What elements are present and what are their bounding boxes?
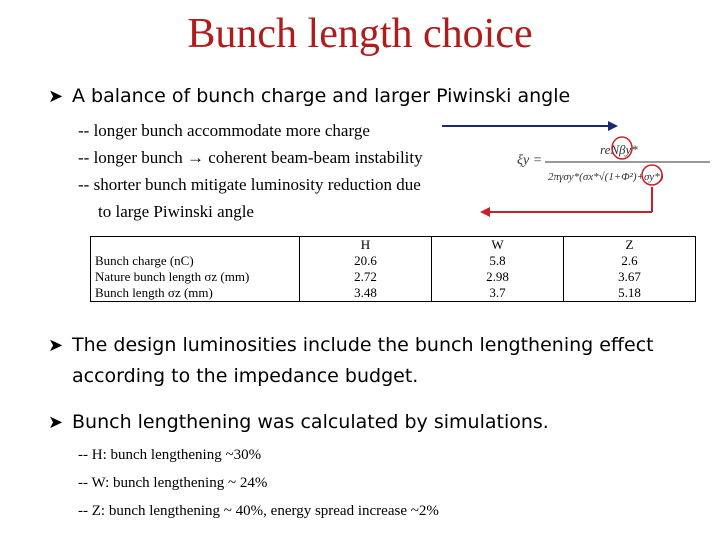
bullet-text-continued: according to the impedance budget. xyxy=(72,365,419,387)
table-cell: 3.67 xyxy=(618,269,641,284)
table-column-z xyxy=(564,237,696,302)
table-cell: 3.7 xyxy=(489,285,506,300)
page-title: Bunch length choice xyxy=(187,11,533,57)
sub-list-bunch-length xyxy=(78,117,423,225)
list-item: -- W: bunch lengthening ~ 24% xyxy=(78,475,268,491)
column-header: Z xyxy=(625,237,634,252)
table-column-w xyxy=(432,237,564,302)
table-column-h xyxy=(300,237,432,302)
list-item: -- Z: bunch lengthening ~ 40%, energy spread increase ~2% xyxy=(78,503,439,519)
formula-lhs: ξy = xyxy=(517,153,543,168)
bullet-design-luminosities xyxy=(48,330,654,391)
table-label-column xyxy=(91,237,300,302)
row-label: Bunch length σz (mm) xyxy=(95,285,213,300)
table-cell: 3.48 xyxy=(354,285,377,300)
list-item: to large Piwinski angle xyxy=(98,202,254,221)
bunch-parameter-table xyxy=(90,236,696,302)
column-header: H xyxy=(360,237,371,252)
list-item: -- longer bunch accommodate more charge xyxy=(78,121,370,140)
bullet-text: The design luminosities include the bunch lengthening effect xyxy=(72,334,654,356)
table-cell: 5.18 xyxy=(618,285,641,300)
list-item: -- shorter bunch mitigate luminosity reduction due xyxy=(78,175,421,194)
annotation-connector-icon xyxy=(480,185,660,225)
formula-denominator: 2πγσy*(σx*√(1+Φ²)+σy*) xyxy=(548,171,664,183)
bullet-text: A balance of bunch charge and larger Piwinski angle xyxy=(72,85,571,107)
bullet-text: Bunch lengthening was calculated by simulations. xyxy=(72,411,549,433)
bullet-simulations xyxy=(48,407,549,438)
table-cell: 2.6 xyxy=(621,253,638,268)
table-cell: 2.98 xyxy=(486,269,509,284)
arrow-bullet-icon: ➤ xyxy=(48,335,64,356)
formula-numerator: reNβy* xyxy=(600,142,638,157)
row-label: Bunch charge (nC) xyxy=(95,253,194,268)
list-item: -- longer bunch → coherent beam-beam instability xyxy=(78,148,423,167)
table-cell: 20.6 xyxy=(354,253,377,268)
arrow-bullet-icon: ➤ xyxy=(48,86,64,107)
sub-list-lengthening xyxy=(78,441,439,525)
list-item: -- H: bunch lengthening ~30% xyxy=(78,447,262,463)
column-header: W xyxy=(491,237,504,252)
table-cell: 5.8 xyxy=(489,253,506,268)
table-row xyxy=(91,237,696,302)
row-label: Nature bunch length σz (mm) xyxy=(95,269,250,284)
table-cell: 2.72 xyxy=(354,269,377,284)
bullet-balance xyxy=(48,81,570,112)
arrow-bullet-icon: ➤ xyxy=(48,412,64,433)
